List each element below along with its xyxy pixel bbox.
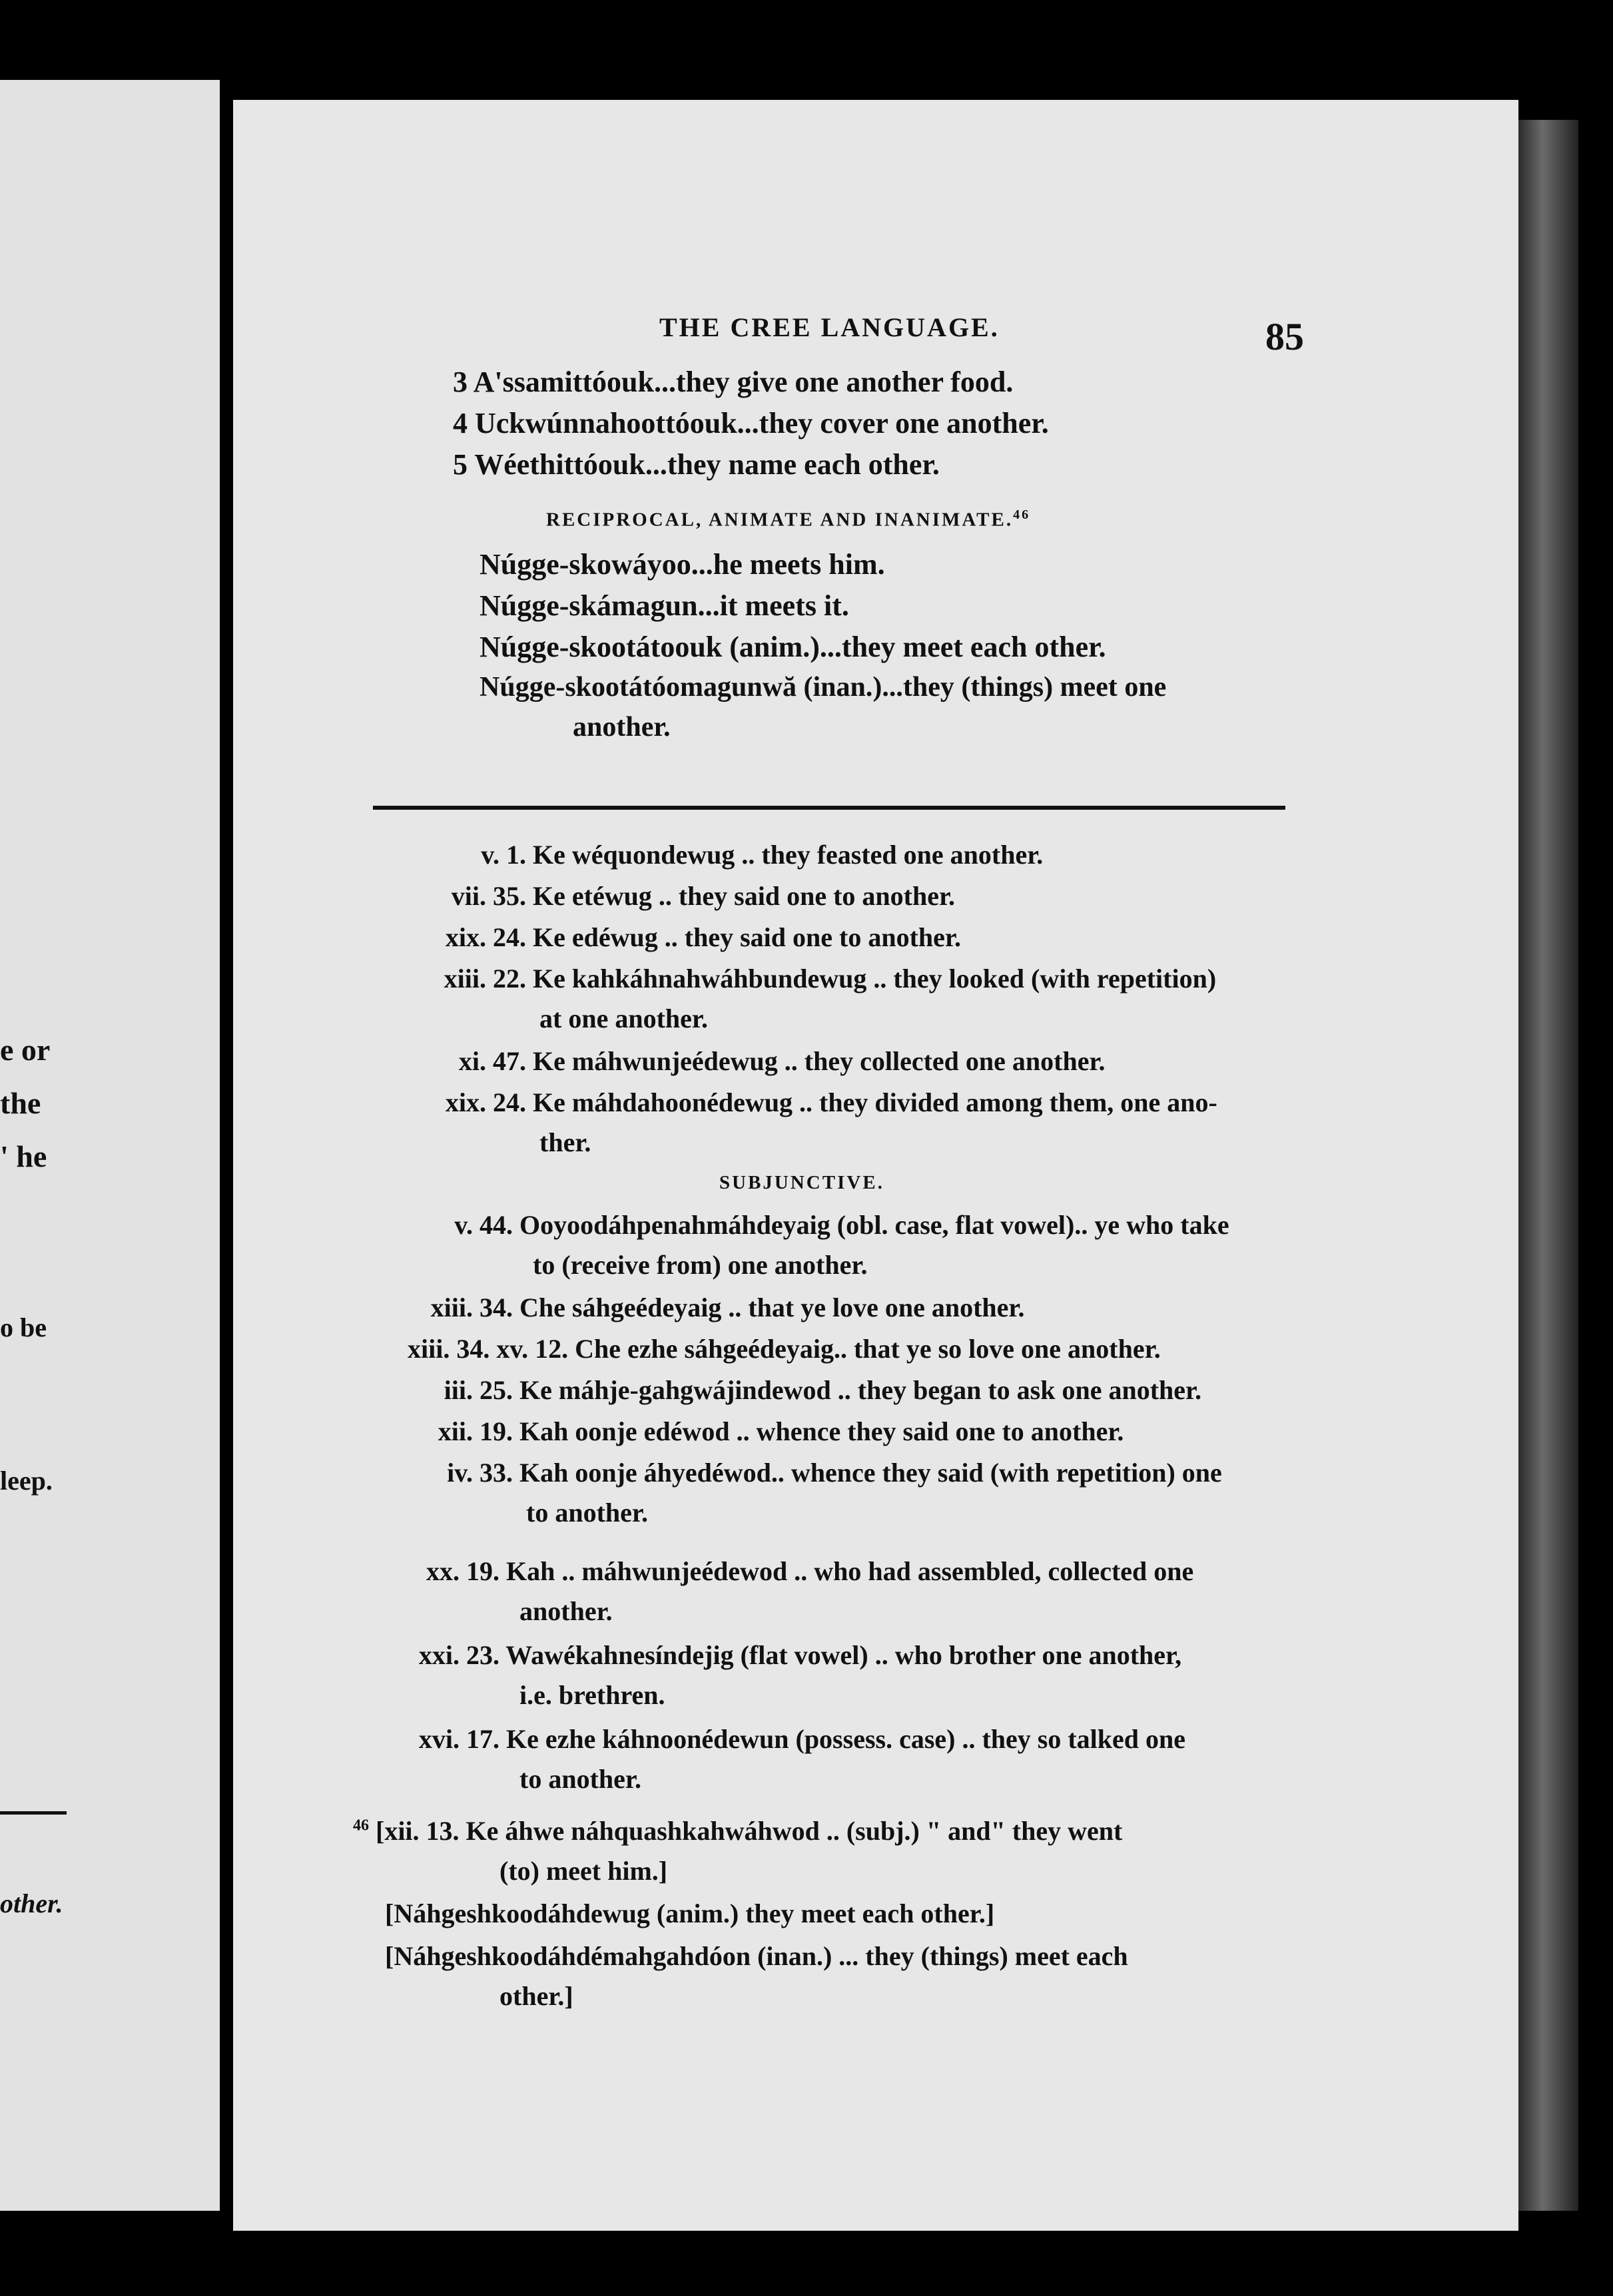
subjunctive-entry [413, 1416, 1124, 1447]
example-continuation: at one another. [539, 1004, 708, 1033]
footnote-text: Ke áhwe náhquashkahwáhwod .. (subj.) " and" they went [466, 1816, 1123, 1846]
example-text: Kah oonje áhyedéwod.. whence they said (with repetition) one [519, 1458, 1222, 1488]
entry-text: A'ssamittóouk...they give one another food. [473, 366, 1014, 398]
example-ref: xix. 24. [445, 1087, 526, 1117]
entry-text: Uckwúnnahoottóouk...they cover one another. [475, 407, 1049, 439]
footnote-line: [Náhgeshkoodáhdewug (anim.) they meet each other.] [385, 1898, 995, 1928]
numbered-entry [453, 406, 1049, 440]
example-text: Ke máhdahoonédewug .. they divided among them, one ano- [533, 1087, 1217, 1117]
footnote-ref: 46 [1013, 507, 1031, 522]
book-page [233, 100, 1518, 2231]
reciprocal-line: Núgge-skámagun...it meets it. [480, 589, 849, 622]
entry-text: Wéethittóouk...they name each other. [474, 448, 940, 481]
example-text: Ke wéquondewug .. they feasted one another. [533, 840, 1044, 870]
example-text: Wawékahnesíndejig (flat vowel) .. who brother one another, [505, 1640, 1182, 1670]
left-fragment: e or [0, 1033, 51, 1067]
left-fragment: other. [0, 1888, 63, 1918]
example-text: Che ezhe sáhgeédeyaig.. that ye so love one another. [575, 1334, 1161, 1364]
section-heading: SUBJUNCTIVE. [719, 1172, 884, 1193]
numbered-entry [453, 447, 940, 481]
example-entry [426, 963, 1216, 994]
example-text: Che sáhgeédeyaig .. that ye love one another. [519, 1292, 1025, 1322]
subjunctive-entry [413, 1374, 1201, 1406]
example-ref: xi. 47. [458, 1046, 526, 1076]
page-number: 85 [1265, 315, 1304, 358]
reciprocal-line: Núgge-skootátóomagunwă (inan.)...they (things) meet one [480, 672, 1167, 703]
subjunctive-entry [413, 1457, 1222, 1488]
subjunctive-entry [408, 1333, 1161, 1364]
example-ref: xix. 24. [445, 922, 526, 952]
left-fragment: o be [0, 1312, 47, 1342]
example-ref: v. 1. [481, 840, 526, 870]
example-text: Ke máhwunjeédewug .. they collected one another. [533, 1046, 1106, 1076]
left-fragment: leep. [0, 1466, 53, 1496]
example-ref: xvi. 17. [418, 1724, 499, 1754]
example-ref: xiii. 34. [430, 1292, 513, 1322]
page-edge [1518, 120, 1578, 2211]
example-text: Ke etéwug .. they said one to another. [533, 881, 956, 911]
example-entry [426, 1045, 1106, 1077]
example-ref: vii. 35. [451, 881, 526, 911]
example-continuation: to another. [526, 1498, 648, 1528]
entry-ref: 3 [453, 366, 468, 398]
example-entry [426, 880, 955, 912]
reciprocal-line: Núgge-skowáyoo...he meets him. [480, 548, 885, 581]
subjunctive-entry [400, 1556, 1193, 1587]
example-entry [426, 922, 961, 953]
subjunctive-entry [413, 1209, 1229, 1241]
subjunctive-entry [400, 1639, 1181, 1671]
example-continuation: i.e. brethren. [519, 1680, 665, 1710]
example-ref: xii. 19. [438, 1416, 513, 1446]
example-text: Kah .. máhwunjeédewod .. who had assembled, collected one [506, 1556, 1194, 1586]
example-continuation: to another. [519, 1764, 641, 1794]
left-fragment: ' he [0, 1139, 47, 1173]
numbered-entry [453, 365, 1013, 399]
example-continuation: another. [519, 1596, 613, 1626]
example-ref: xiii. 34. xv. 12. [408, 1334, 569, 1364]
example-ref: xxi. 23. [418, 1640, 499, 1670]
example-ref: iv. 33. [447, 1458, 513, 1488]
subjunctive-entry [400, 1723, 1185, 1755]
left-facing-page [0, 80, 220, 2211]
example-continuation: ther. [539, 1127, 591, 1157]
reciprocal-continuation: another. [573, 712, 671, 742]
entry-ref: 4 [453, 407, 468, 439]
subjunctive-entry [413, 1292, 1024, 1323]
left-divider [0, 1811, 67, 1815]
footnote-line: [Náhgeshkoodáhdémahgahdóon (inan.) ... they (things) meet each [385, 1941, 1128, 1971]
example-entry [426, 839, 1043, 870]
running-head: THE CREE LANGUAGE. [659, 312, 1000, 342]
example-ref: v. 44. [454, 1210, 513, 1240]
footnote-continuation: (to) meet him.] [499, 1856, 668, 1886]
footnote-entry [353, 1815, 1122, 1847]
example-ref: xx. 19. [426, 1556, 499, 1586]
example-text: Ke kahkáhnahwáhbundewug .. they looked (with repetition) [533, 964, 1217, 994]
example-continuation: to (receive from) one another. [533, 1250, 868, 1280]
example-text: Ke edéwug .. they said one to another. [533, 922, 961, 952]
footnote-ref: [xii. 13. [376, 1816, 460, 1846]
example-ref: iii. 25. [444, 1375, 513, 1405]
example-entry [426, 1087, 1217, 1118]
section-divider [373, 806, 1285, 810]
entry-ref: 5 [453, 448, 468, 481]
example-ref: xiii. 22. [444, 964, 526, 994]
reciprocal-line: Núgge-skootátoouk (anim.)...they meet each other. [480, 631, 1106, 663]
example-text: Ooyoodáhpenahmáhdeyaig (obl. case, flat vowel).. ye who take [519, 1210, 1229, 1240]
footnote-continuation: other.] [499, 1981, 573, 2011]
left-fragment: the [0, 1086, 41, 1120]
example-text: Kah oonje edéwod .. whence they said one to another. [519, 1416, 1124, 1446]
section-heading: RECIPROCAL, ANIMATE AND INANIMATE.$^{46}$ [546, 507, 1031, 531]
example-text: Ke máhje-gahgwájindewod .. they began to ask one another. [519, 1375, 1202, 1405]
footnote-marker: 46 [353, 1817, 369, 1835]
example-text: Ke ezhe káhnoonédewun (possess. case) .. they so talked one [506, 1724, 1186, 1754]
